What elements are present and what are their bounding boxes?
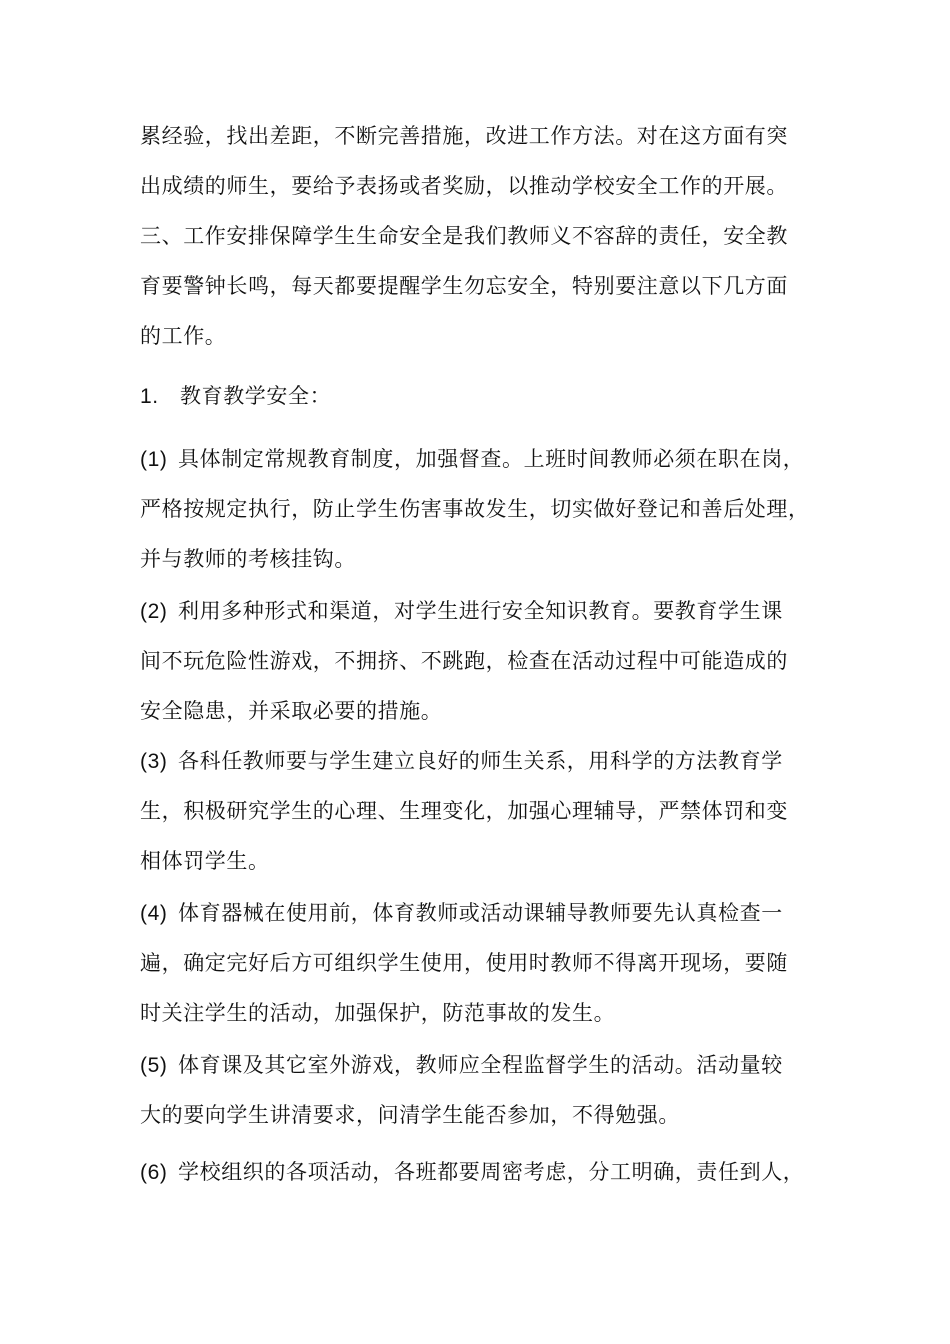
item-text: 安全隐患，并采取必要的措施。 [140, 699, 443, 723]
section-heading [140, 381, 331, 412]
section-number: 1. [140, 385, 159, 408]
item-number: (6) [140, 1161, 168, 1184]
item-text: 大的要向学生讲清要求，问清学生能否参加，不得勉强。 [140, 1103, 680, 1127]
item-text: 体育课及其它室外游戏，教师应全程监督学生的活动。活动量较 [178, 1053, 783, 1077]
item-number: (2) [140, 600, 168, 623]
paragraph-line: 的工作。 [140, 324, 227, 348]
item-text: 体育器械在使用前，体育教师或活动课辅导教师要先认真检查一 [178, 901, 783, 925]
item-text: 学校组织的各项活动，各班都要周密考虑，分工明确，责任到人， [178, 1160, 805, 1184]
item-text: 间不玩危险性游戏，不拥挤、不跳跑，检查在活动过程中可能造成的 [140, 649, 788, 673]
item-text: 遍，确定完好后方可组织学生使用，使用时教师不得离开现场，要随 [140, 951, 788, 975]
item-number: (4) [140, 902, 168, 925]
list-item [140, 596, 783, 627]
item-number: (3) [140, 750, 168, 773]
item-text: 时关注学生的活动，加强保护，防范事故的发生。 [140, 1001, 616, 1025]
item-number: (1) [140, 448, 168, 471]
item-number: (5) [140, 1054, 168, 1077]
section-title: 教育教学安全： [180, 384, 332, 408]
list-item [140, 1050, 783, 1081]
item-text: 并与教师的考核挂钩。 [140, 547, 356, 571]
item-text: 各科任教师要与学生建立良好的师生关系，用科学的方法教育学 [178, 749, 783, 773]
item-text: 利用多种形式和渠道，对学生进行安全知识教育。要教育学生课 [178, 599, 783, 623]
paragraph-line: 出成绩的师生，要给予表扬或者奖励，以推动学校安全工作的开展。 [140, 174, 788, 198]
list-item [140, 1157, 804, 1188]
paragraph-line: 三、工作安排保障学生生命安全是我们教师义不容辞的责任，安全教 [140, 224, 788, 248]
item-text: 严格按规定执行，防止学生伤害事故发生，切实做好登记和善后处理， [140, 497, 810, 521]
list-item [140, 898, 783, 929]
item-text: 具体制定常规教育制度，加强督查。上班时间教师必须在职在岗， [178, 447, 805, 471]
list-item [140, 746, 783, 777]
item-text: 相体罚学生。 [140, 849, 270, 873]
paragraph-line: 累经验，找出差距，不断完善措施，改进工作方法。对在这方面有突 [140, 124, 788, 148]
item-text: 生，积极研究学生的心理、生理变化，加强心理辅导，严禁体罚和变 [140, 799, 788, 823]
paragraph-line: 育要警钟长鸣，每天都要提醒学生勿忘安全，特别要注意以下几方面 [140, 274, 788, 298]
list-item [140, 444, 804, 475]
